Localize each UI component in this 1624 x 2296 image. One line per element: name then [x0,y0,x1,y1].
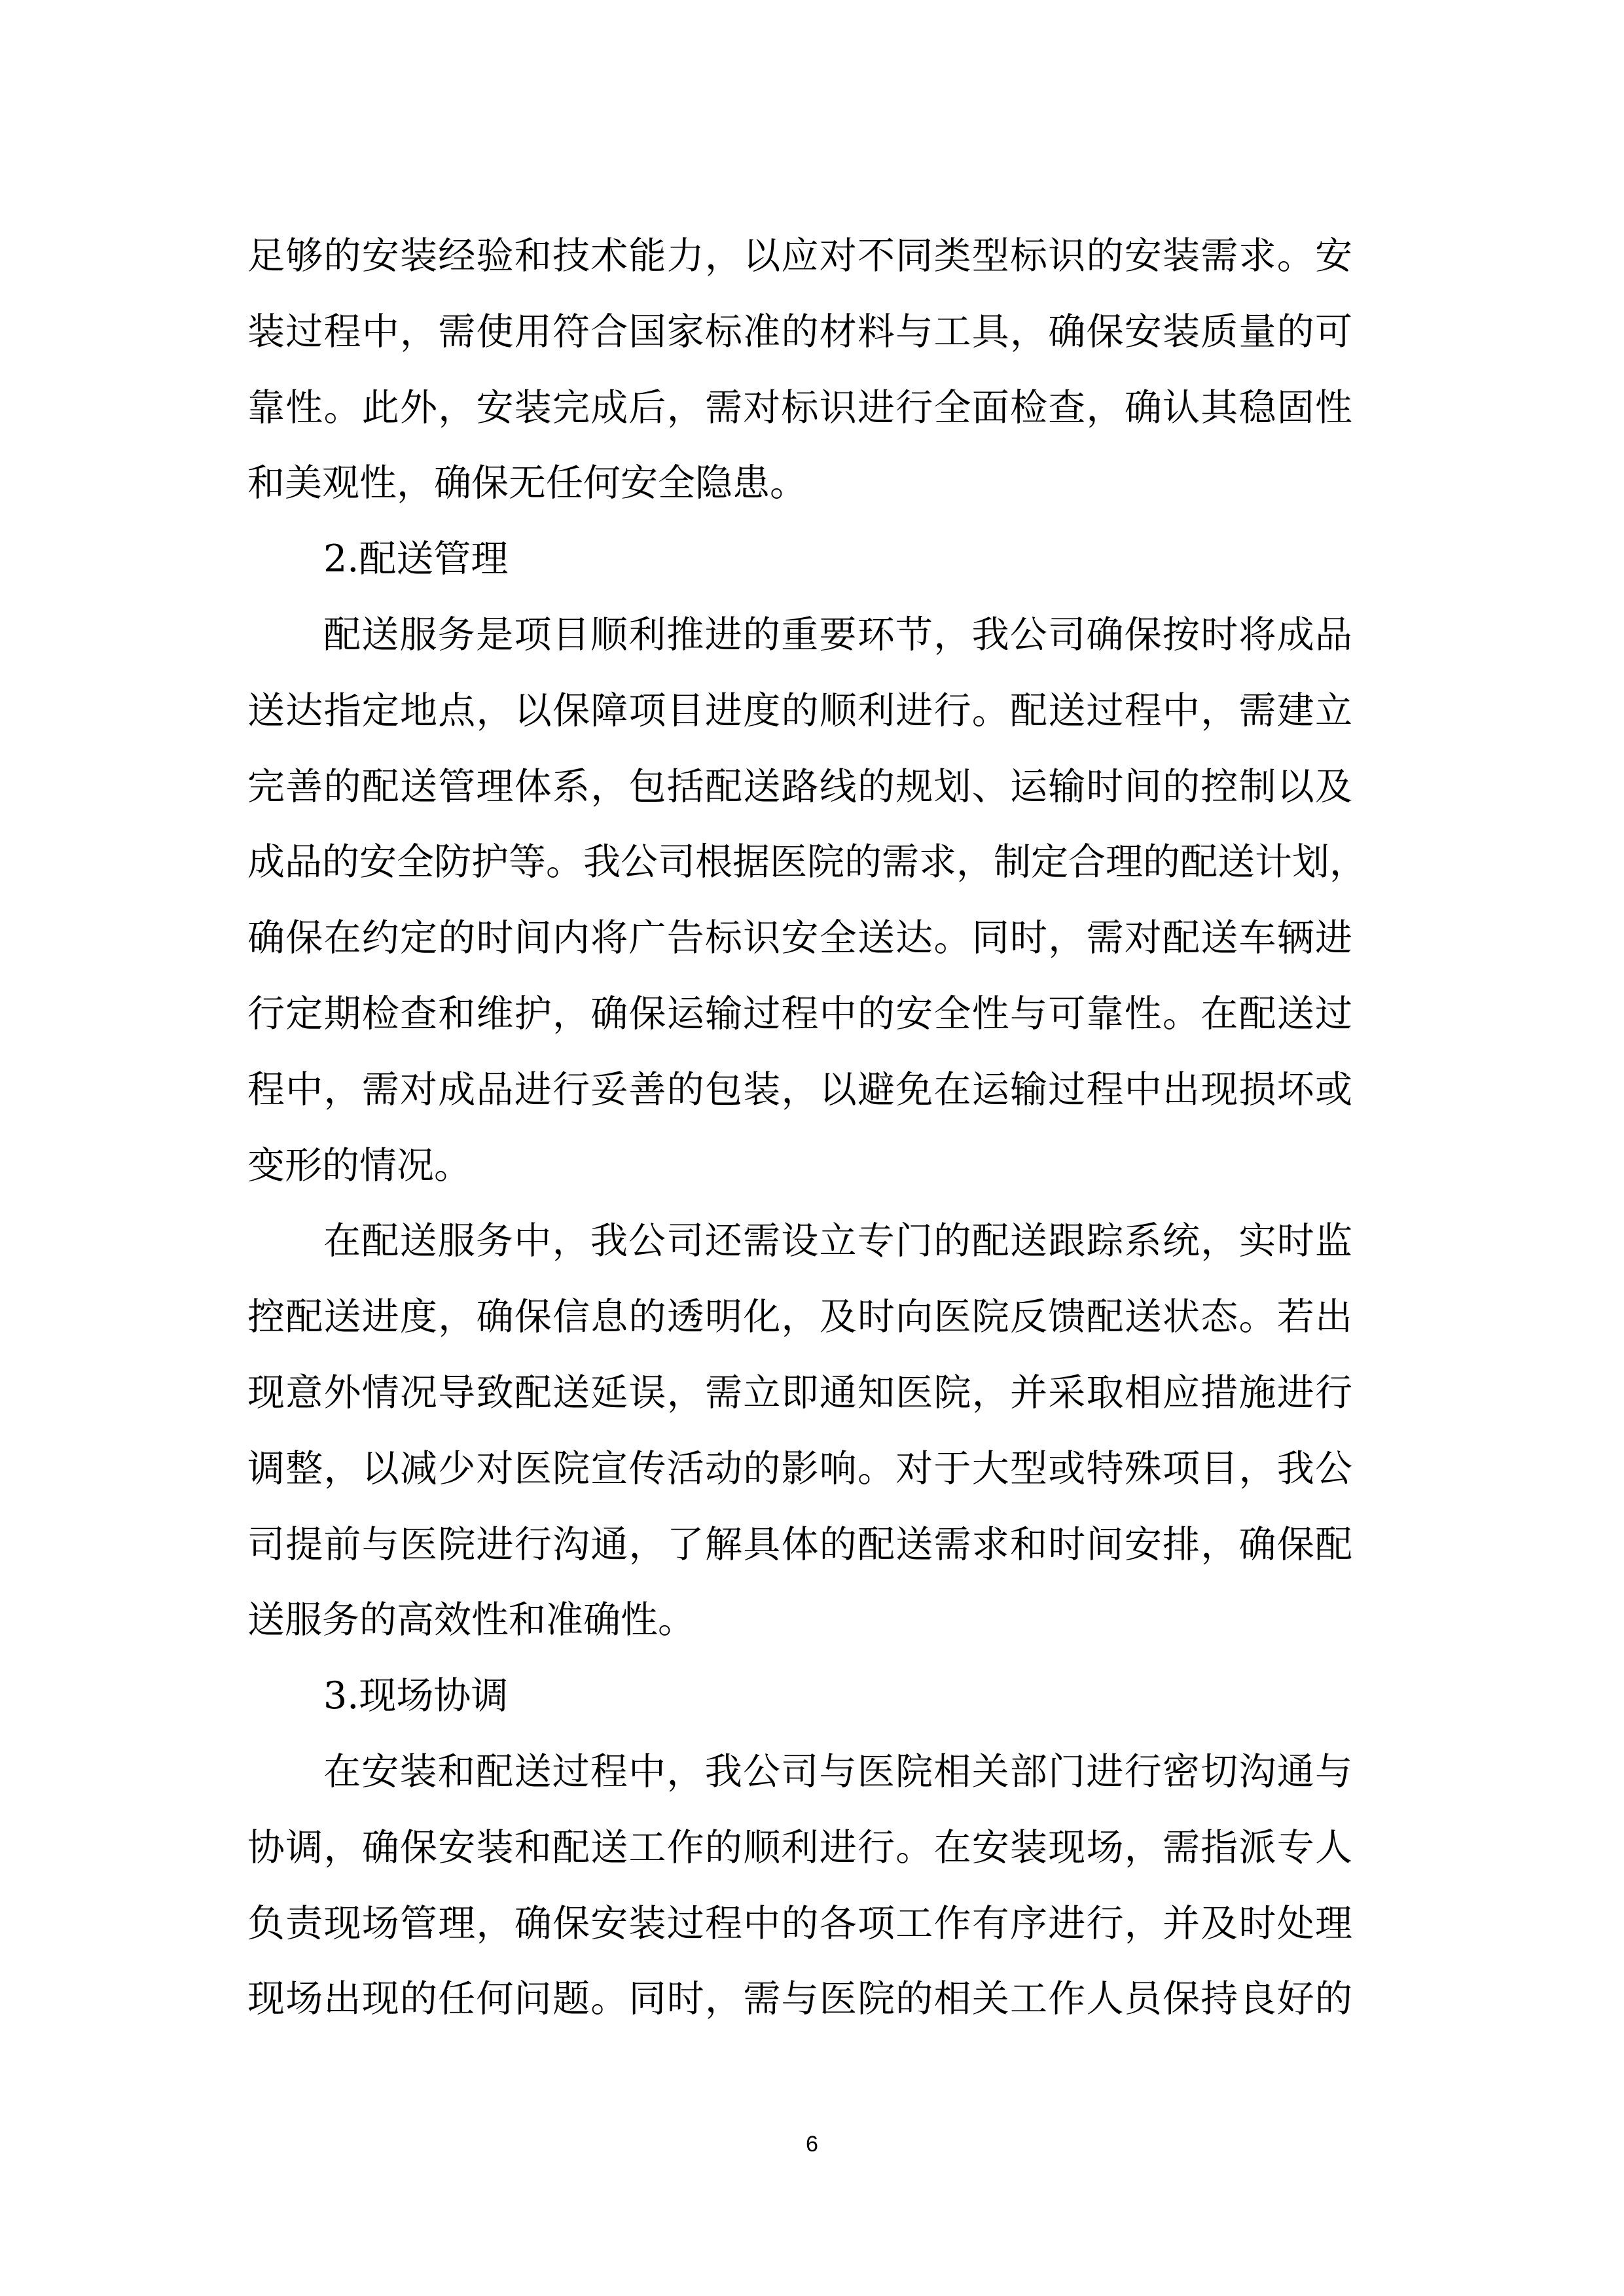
text-line: 协调，确保安装和配送工作的顺利进行。在安装现场，需指派专人 [247,1825,1352,1869]
text-line: 现意外情况导致配送延误，需立即通知医院，并采取相应措施进行 [247,1371,1352,1414]
text-line: 程中，需对成品进行妥善的包装，以避免在运输过程中出现损坏或 [247,1067,1352,1111]
text-line: 装过程中，需使用符合国家标准的材料与工具，确保安装质量的可 [247,310,1352,353]
text-line: 调整，以减少对医院宣传活动的影响。对于大型或特殊项目，我公 [247,1446,1352,1490]
text-line: 足够的安装经验和技术能力，以应对不同类型标识的安装需求。安 [247,234,1352,278]
text-line: 成品的安全防护等。我公司根据医院的需求，制定合理的配送计划， [247,840,1367,884]
text-line: 在安装和配送过程中，我公司与医院相关部门进行密切沟通与 [323,1749,1352,1793]
text-line: 和美观性，确保无任何安全隐患。 [247,461,807,505]
paragraph-delivery-service [247,598,1367,1204]
text-line: 司提前与医院进行沟通，了解具体的配送需求和时间安排，确保配 [247,1522,1352,1566]
text-line: 配送服务是项目顺利推进的重要环节，我公司确保按时将成品 [323,613,1352,656]
section-heading-delivery-management: 2.配送管理 [323,537,509,581]
text-line: 送服务的高效性和准确性。 [247,1598,695,1642]
text-line: 完善的配送管理体系，包括配送路线的规划、运输时间的控制以及 [247,764,1352,808]
paragraph-onsite-coordination [247,1734,1352,2037]
text-line: 控配送进度，确保信息的透明化，及时向医院反馈配送状态。若出 [247,1295,1352,1339]
text-line: 确保在约定的时间内将广告标识安全送达。同时，需对配送车辆进 [247,916,1352,960]
document-body [247,219,1367,2037]
page-number: 6 [806,2132,818,2157]
text-line: 负责现场管理，确保安装过程中的各项工作有序进行，并及时处理 [247,1901,1352,1945]
text-line: 变形的情况。 [247,1143,471,1187]
paragraph-delivery-tracking [247,1204,1352,1659]
text-line: 靠性。此外，安装完成后，需对标识进行全面检查，确认其稳固性 [247,386,1352,429]
section-heading-onsite-coordination: 3.现场协调 [323,1674,509,1718]
text-line: 送达指定地点，以保障项目进度的顺利进行。配送过程中，需建立 [247,689,1352,732]
text-line: 在配送服务中，我公司还需设立专门的配送跟踪系统，实时监 [323,1219,1352,1263]
text-line: 现场出现的任何问题。同时，需与医院的相关工作人员保持良好的 [247,1977,1352,2021]
text-line: 行定期检查和维护，确保运输过程中的安全性与可靠性。在配送过 [247,992,1352,1035]
paragraph-installation-continued [247,219,1352,522]
